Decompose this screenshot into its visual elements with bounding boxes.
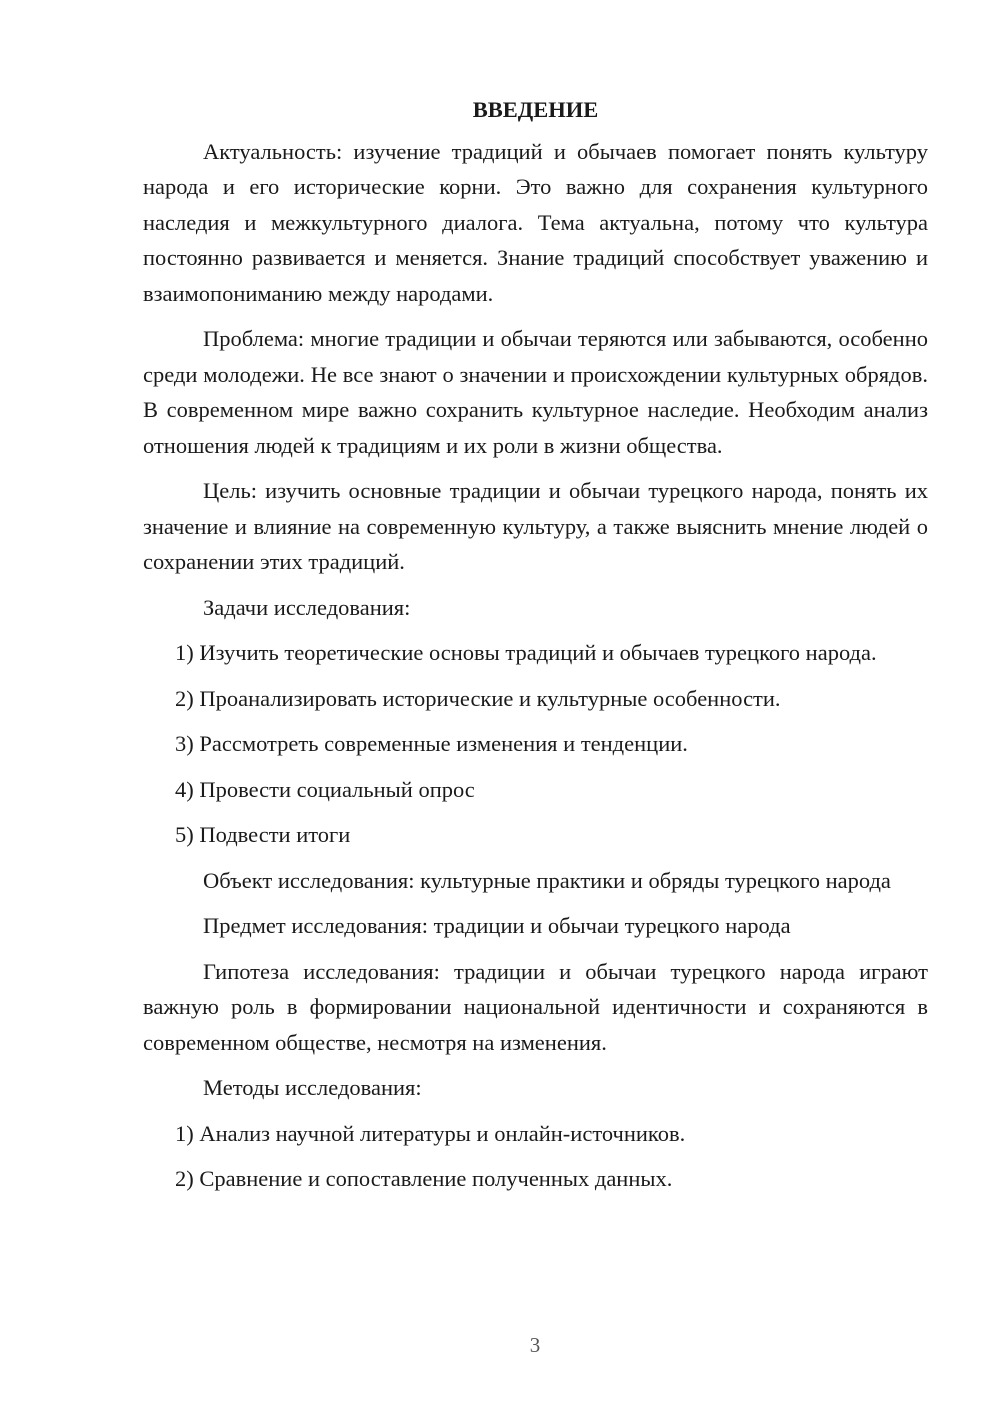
page-title: ВВЕДЕНИЕ [472, 97, 599, 122]
task-item: 4) Провести социальный опрос [175, 776, 475, 802]
method-item: 2) Сравнение и сопоставление полученных данных. [175, 1166, 673, 1191]
relevance-paragraph: Актуальность: изучение традиций и обычаев помогает понять культуру народа и его исторические корни. Это важно для сохранения культурного наследия и межкультурного диалога. Тема актуальна, потому что культура постоянно развивается и меняется. Знание традиций способствует уважению и взаимопониманию между народами. [143, 138, 928, 306]
tasks-heading: Задачи исследования: [203, 594, 411, 620]
task-item: 2) Проанализировать исторические и культурные особенности. [175, 685, 781, 711]
object-paragraph: Объект исследования: культурные практики и обряды турецкого народа [203, 867, 891, 893]
subject-paragraph: Предмет исследования: традиции и обычаи турецкого народа [203, 913, 791, 938]
methods-heading: Методы исследования: [203, 1075, 422, 1100]
goal-paragraph: Цель: изучить основные традиции и обычаи турецкого народа, понять их значение и влияние на современную культуру, а также выяснить мнение людей о сохранении этих традиций. [143, 478, 928, 574]
hypothesis-paragraph: Гипотеза исследования: традиции и обычаи турецкого народа играют важную роль в формировании национальной идентичности и сохраняются в современном обществе, несмотря на изменения. [143, 958, 928, 1055]
page-number: 3 [529, 1333, 541, 1357]
task-item: 1) Изучить теоретические основы традиций и обычаев турецкого народа. [175, 640, 877, 665]
task-item: 3) Рассмотреть современные изменения и тенденции. [175, 731, 688, 756]
method-item: 1) Анализ научной литературы и онлайн-источников. [175, 1120, 686, 1146]
problem-paragraph: Проблема: многие традиции и обычаи теряются или забываются, особенно среди молодежи. Не все знают о значении и происхождении культурных обрядов. В современном мире важно сохранить культурное наследие. Необходим анализ отношения людей к традициям и их роли в жизни общества. [143, 326, 928, 458]
task-item: 5) Подвести итоги [175, 822, 351, 847]
page-content [143, 92, 928, 1207]
